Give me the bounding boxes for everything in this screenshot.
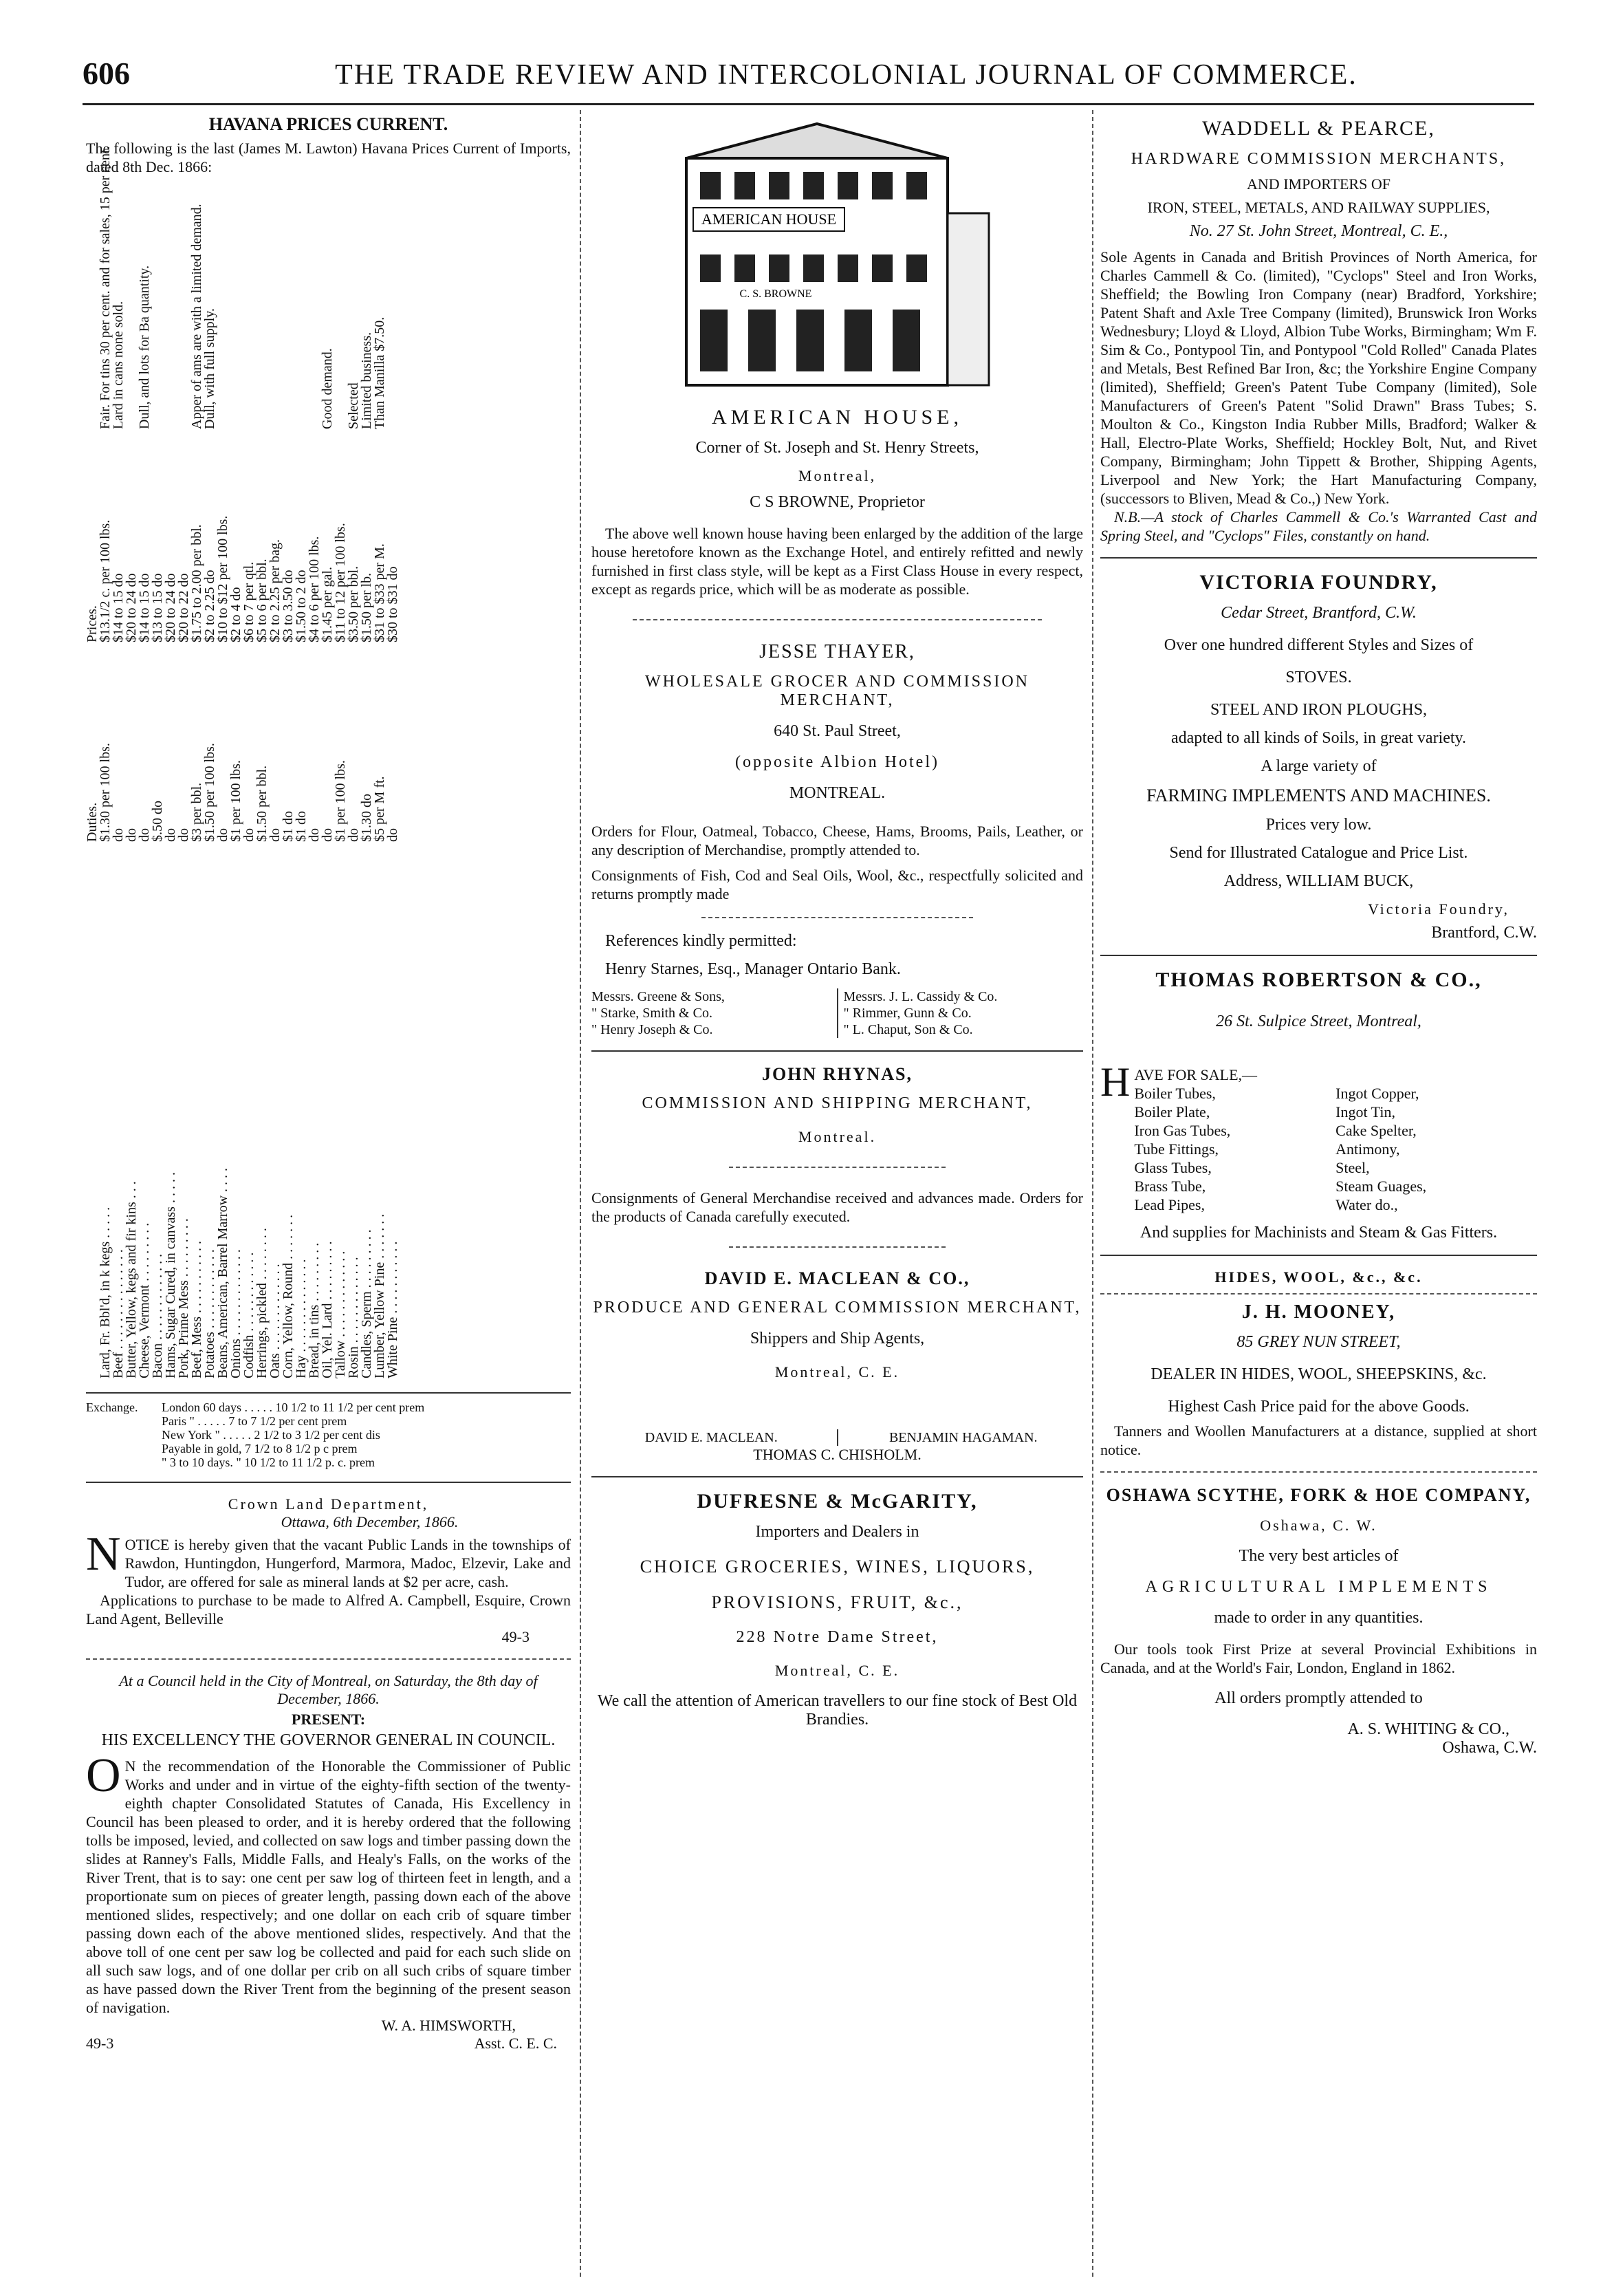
havana-item-dots [151, 842, 164, 952]
jesse-thayer-street: 640 St. Paul Street, [774, 722, 901, 740]
havana-item-price: $11 to 12 per 100 lbs. [333, 523, 348, 642]
havana-item-dots [217, 842, 230, 952]
havana-header-dots [86, 842, 99, 952]
havana-item-duty: do [111, 828, 126, 842]
victoria-title: VICTORIA FOUNDRY, [1199, 571, 1438, 594]
separator [86, 1482, 571, 1483]
separator [86, 1658, 571, 1660]
waddell-line2: AND IMPORTERS OF [1247, 175, 1391, 193]
mooney-line2: Highest Cash Price paid for the above Goods. [1168, 1398, 1470, 1416]
dufresne-street: 228 Notre Dame Street, [736, 1628, 939, 1646]
havana-row [138, 182, 151, 1378]
havana-row [295, 182, 308, 1378]
havana-item-duty: do [320, 828, 335, 842]
robertson-items [1134, 1084, 1537, 1214]
havana-item-name: Rosin . . . . . . . . . . . . . [346, 1257, 361, 1378]
havana-item-dots [321, 842, 334, 952]
jesse-thayer-orders: Orders for Flour, Oatmeal, Tobacco, Cheese, Hams, Brooms, Pails, Leather, or any description of Merchandise, promptly attended to. [591, 823, 1083, 858]
dufresne-title: DUFRESNE & McGARITY, [697, 1490, 978, 1513]
havana-item-name: Hams, Sugar Cured, in canvass . . . . . [163, 1172, 178, 1378]
stock-item: Water do., [1335, 1196, 1398, 1213]
page-number: 606 [83, 56, 130, 91]
dufresne-line1: Importers and Dealers in [755, 1523, 919, 1541]
column-divider-1 [580, 110, 581, 2277]
jesse-thayer-city: MONTREAL. [789, 784, 886, 802]
havana-item-name: Cheese, Vermont . . . . . . . . . [137, 1222, 152, 1378]
havana-item-remark [217, 182, 230, 429]
havana-item-duty: $5 per M ft. [372, 776, 387, 842]
havana-item-name: Candles, Sperm . . . . . . . . . [359, 1229, 374, 1378]
havana-row [334, 182, 347, 1378]
havana-item-duty: $3 per bbl. [189, 782, 204, 842]
stock-item: Lead Pipes, [1134, 1196, 1205, 1213]
havana-item-price: $6 to 7 per qtl. [241, 561, 257, 642]
havana-item-name: Beef . . . . . . . . . . . . . . . [111, 1249, 126, 1378]
exchange-line: " 3 to 10 days. " 10 1/2 to 11 1/2 p. c. prem [162, 1455, 375, 1469]
havana-item-duty: do [241, 828, 257, 842]
waddell-line1: HARDWARE COMMISSION MERCHANTS, [1131, 150, 1507, 168]
victoria-line7: Prices very low. [1265, 816, 1372, 834]
page-header [83, 55, 1534, 96]
robertson-address: 26 St. Sulpice Street, Montreal, [1216, 1012, 1421, 1030]
column-divider-2 [1092, 110, 1093, 2277]
dufresne-city: Montreal, C. E. [774, 1662, 900, 1679]
havana-row [230, 182, 243, 1378]
havana-item-remark: Than Manilla $7.50. [372, 316, 387, 429]
waddell-address: No. 27 St. John Street, Montreal, C. E., [1189, 222, 1448, 240]
havana-item-duty: do [176, 828, 191, 842]
waddell-body: Sole Agents in Canada and British Provinces of North America, for Charles Cammell & Co. (limited), "Cyclops" Steel and Iron Works, Sheffield; the Bowling Iron Company (near) Bradford, Yorkshire; Patent Shaft and Axle Tree Company (limited), Brunswick Iron Works Wednesbury; Lloyd & Lloyd, Albion Tube Works, Birmingham; Wm F. Sim & Co., Pontypool Tin, and Pontypool "Cold Rolled" Canada Plates and Metals, Best Refined Bar Iron, &c; the Yorkshire Engine Company (limited), Sheffield; Green's Patent Tube Company (limited), Sole Manufacturers of Green's Patent "Solid Drawn" Brass Tubes; S. Moulton & Co., Kingston India Rubber Mills, Bradford; Walker & Hall, Electro-Plate Works, Sheffield; Hockley Bolt, Nut, and Rivet Company, Birmingham; John Tippett & Brother, Shipping Agents, Liverpool and New York; the Hart Manufacturing Company, (successors to Bliven, Mead & Co.,) New York. [1100, 248, 1537, 507]
havana-item-name: Potatoes . . . . . . . . . . . . [202, 1249, 217, 1378]
reference-item: " Henry Joseph & Co. [591, 1022, 713, 1037]
maclean-title: DAVID E. MACLEAN & CO., [704, 1268, 970, 1288]
havana-item-dots [282, 842, 295, 952]
havana-item-dots [243, 842, 256, 952]
dropcap-h: H [1100, 1059, 1131, 1105]
havana-item-dots [177, 842, 190, 952]
havana-item-duty: $1 do [294, 811, 309, 842]
havana-item-name: Beef, Mess . . . . . . . . . . . [189, 1241, 204, 1378]
exchange-line: Payable in gold, 7 1/2 to 8 1/2 p c prem [162, 1442, 358, 1455]
havana-item-duty: $1.30 per 100 lbs. [98, 743, 113, 842]
havana-item-dots [386, 842, 400, 952]
jesse-thayer-refs-heading: References kindly permitted: [605, 932, 797, 950]
victoria-line8: Send for Illustrated Catalogue and Price List. [1169, 844, 1468, 862]
havana-item-remark [230, 182, 243, 429]
exchange-block [86, 1400, 571, 1469]
stock-item: Brass Tube, [1134, 1178, 1206, 1195]
havana-item-price: $1.45 per gal. [320, 567, 335, 642]
american-house-engraving [679, 117, 996, 392]
havana-item-duty: do [346, 828, 361, 842]
council-body-text: N the recommendation of the Honorable the Commissioner of Public Works and under and in virtue of the eighty-fifth section of the twenty-eighth chapter Consolidated Statutes of Canada, His Excellency in Council has been pleased to order, and it is hereby ordered that the following tolls be imposed, levied, and collected on saw logs and timber passing down the slides at Ranney's Falls, Middle Falls, and Healy's Falls, on the works of the River Trent, that is to say: one cent per saw log of thirteen feet in length, and a proportionate sum on pieces of greater length, passing down each of the above mentioned slides, respectively; and one dollar on each crib of square timber passing down each of the above mentioned slides, respectively. And that the above toll of one cent per saw log be collected and paid for each such slide on all such saw logs, and of one dollar per crib on all such cribs of square timber as have passed down the River Trent from the beginning of the present season of navigation. [86, 1757, 571, 2016]
stock-item: Steel, [1335, 1159, 1370, 1176]
masthead-title: THE TRADE REVIEW AND INTERCOLONIAL JOURNAL OF COMMERCE. [335, 59, 1357, 91]
victoria-line5: A large variety of [1261, 757, 1377, 775]
separator [633, 619, 1042, 620]
council-signer-title: Asst. C. E. C. [474, 2035, 557, 2052]
havana-item-name: Oil, Yel. Lard . . . . . . . . . [320, 1241, 335, 1378]
jesse-thayer-title: JESSE THAYER, [759, 641, 915, 662]
mooney-address: 85 GREY NUN STREET, [1236, 1333, 1401, 1351]
havana-item-price: $2 to 2.25 per bag. [268, 539, 283, 642]
header-rule [83, 103, 1534, 105]
oshawa-line4: Our tools took First Prize at several Provincial Exhibitions in Canada, and at the World's Fair, London, England in 1862. [1100, 1640, 1537, 1676]
victoria-line6: FARMING IMPLEMENTS AND MACHINES. [1146, 786, 1491, 805]
havana-item-remark: Limited business. [359, 332, 374, 429]
victoria-address: Cedar Street, Brantford, C.W. [1221, 604, 1417, 622]
havana-item-duty: $1 do [281, 811, 296, 842]
reference-item: " Starke, Smith & Co. [591, 1006, 712, 1021]
havana-item-name: Herrings, pickled . . . . . . . . [254, 1228, 270, 1378]
havana-item-price: $3 to 3.50 do [281, 570, 296, 642]
havana-item-remark [386, 182, 400, 429]
havana-item-dots [164, 842, 177, 952]
victoria-line9: Address, WILLIAM BUCK, [1223, 872, 1414, 890]
robertson-title: THOMAS ROBERTSON & CO., [1155, 968, 1482, 991]
havana-item-dots [99, 842, 112, 952]
havana-item-remark: Dull, with full supply. [202, 308, 217, 429]
havana-item-dots [334, 842, 347, 952]
reference-item: " L. Chaput, Son & Co. [843, 1022, 973, 1037]
maclean-line2: Shippers and Ship Agents, [750, 1330, 925, 1347]
stock-item: Boiler Plate, [1134, 1103, 1210, 1120]
havana-item-name: Onions . . . . . . . . . . . . . [228, 1249, 243, 1378]
havana-intro: The following is the last (James M. Lawton) Havana Prices Current of Imports, dated 8th Dec. 1866: [86, 140, 571, 175]
stock-item: Cake Spelter, [1335, 1122, 1417, 1139]
havana-row [269, 182, 282, 1378]
mooney-line3: Tanners and Woollen Manufacturers at a distance, supplied at short notice. [1100, 1422, 1537, 1458]
havana-item-dots [190, 842, 204, 952]
exchange-lines [162, 1400, 424, 1469]
mooney-title: J. H. MOONEY, [1241, 1301, 1396, 1323]
oshawa-city: Oshawa, C. W. [1260, 1517, 1377, 1534]
havana-item-duty: do [137, 828, 152, 842]
oshawa-line3: made to order in any quantities. [1214, 1609, 1424, 1627]
havana-item-price: $14 to 15 do [111, 573, 126, 642]
havana-item-remark: Selected [346, 382, 361, 429]
exchange-line: London 60 days . . . . . 10 1/2 to 11 1/2 per cent prem [162, 1400, 425, 1414]
crown-land-ref: 49-3 [501, 1628, 530, 1645]
havana-item-name: Tallow . . . . . . . . . . . . . [333, 1250, 348, 1378]
havana-item-price: $1.75 to 2.00 per bbl. [189, 524, 204, 642]
havana-item-price: $20 to 24 do [124, 573, 139, 642]
robertson-items-left [1134, 1084, 1335, 1214]
havana-item-price: $1.50 to 2 do [294, 570, 309, 642]
havana-item-dots [347, 842, 360, 952]
havana-item-duty: do [215, 828, 230, 842]
column-right [1100, 110, 1537, 2284]
refs-left [591, 988, 831, 1038]
havana-item-duty: $1.50 per bbl. [254, 765, 270, 842]
dufresne-body: We call the attention of American travellers to our fine stock of Best Old Brandies. [597, 1692, 1078, 1729]
havana-header-duties: Duties. [85, 802, 100, 842]
havana-item-remark [282, 182, 295, 429]
dropcap-o: O [86, 1749, 121, 1802]
havana-item-price: $2 to 2.25 do [202, 570, 217, 642]
havana-item-price: $13.1/2 c. per 100 lbs. [98, 519, 113, 642]
crown-land-dept: Crown Land Department, [228, 1495, 429, 1513]
oshawa-line1: The very best articles of [1239, 1547, 1399, 1565]
mooney-line1: DEALER IN HIDES, WOOL, SHEEPSKINS, &c. [1151, 1365, 1487, 1383]
stock-item: Iron Gas Tubes, [1134, 1122, 1231, 1139]
havana-item-name: Lard, Fr. Bbl'd, in k kegs . . . . . [98, 1206, 113, 1378]
american-house-title: AMERICAN HOUSE, [711, 406, 963, 429]
havana-item-remark [269, 182, 282, 429]
reference-item: " Rimmer, Gunn & Co. [843, 1006, 972, 1021]
havana-item-duty: do [385, 828, 400, 842]
havana-row [256, 182, 269, 1378]
victoria-line2: STOVES. [1285, 669, 1352, 686]
havana-item-duty: $1 per 100 lbs. [333, 760, 348, 842]
stock-item: Boiler Tubes, [1134, 1085, 1216, 1102]
jesse-thayer-ref-main: Henry Starnes, Esq., Manager Ontario Bank. [605, 960, 901, 978]
maclean-partner3: THOMAS C. CHISHOLM. [753, 1446, 922, 1463]
havana-item-remark [295, 182, 308, 429]
american-house-proprietor: C S BROWNE, Proprietor [750, 493, 925, 511]
separator [1100, 1293, 1537, 1295]
havana-item-duty: $1 per 100 lbs. [228, 760, 243, 842]
jesse-thayer-line1: WHOLESALE GROCER AND COMMISSION MERCHANT, [644, 673, 1030, 709]
havana-item-name: Bread, in tins . . . . . . . . . [307, 1242, 322, 1378]
council-body [86, 1749, 571, 2017]
mooney-heading: HIDES, WOOL, &c., &c. [1214, 1268, 1423, 1286]
havana-item-dots [125, 842, 138, 952]
crown-land-notice-text: OTICE is hereby given that the vacant Public Lands in the townships of Rawdon, Huntingdon, Hungerford, Marmora, Madoc, Elzevir, Lake and Tudor, are offered for sale as mineral lands at $2 per acre, cash. [124, 1536, 571, 1590]
robertson-have-text: AVE FOR SALE,— [1134, 1066, 1258, 1083]
maclean-partners [591, 1429, 1083, 1446]
havana-item-dots [230, 842, 243, 952]
havana-row [386, 182, 400, 1378]
waddell-title: WADDELL & PEARCE, [1202, 117, 1435, 140]
havana-item-duty: do [124, 828, 139, 842]
havana-item-price: $20 to 22 do [176, 573, 191, 642]
partners-divider [837, 1429, 838, 1446]
separator [701, 917, 973, 918]
havana-item-name: White Pine . . . . . . . . . . . [385, 1241, 400, 1378]
havana-item-remark: Apper of ams are with a limited demand. [189, 204, 204, 429]
havana-item-price: $2 to 4 do [228, 587, 243, 642]
havana-item-remark [256, 182, 269, 429]
council-signer: W. A. HIMSWORTH, [381, 2017, 516, 2034]
separator [1100, 1471, 1537, 1473]
havana-item-duty: $1.30 do [359, 794, 374, 842]
john-rhynas-line1: COMMISSION AND SHIPPING MERCHANT, [642, 1094, 1033, 1112]
havana-item-remark [164, 182, 177, 429]
reference-item: Messrs. J. L. Cassidy & Co. [843, 989, 998, 1004]
oshawa-line5: All orders promptly attended to [1214, 1689, 1423, 1707]
council-heading: At a Council held in the City of Montreal, on Saturday, the 8th day of December, 1866. [119, 1672, 538, 1707]
havana-item-duty: do [307, 828, 322, 842]
stock-item: Ingot Tin, [1335, 1103, 1395, 1120]
havana-item-duty: $.50 do [150, 801, 165, 842]
oshawa-sign2: Oshawa, C.W. [1442, 1739, 1537, 1757]
havana-item-duty: $1.50 per 100 lbs. [202, 743, 217, 842]
havana-header-prices: Prices. [85, 605, 100, 642]
havana-item-remark: Fair. For tins 30 per cent. and for sales, 15 per cent. [98, 146, 113, 429]
havana-item-price: $5 to 6 per bbl. [254, 559, 270, 642]
separator [729, 1167, 946, 1168]
separator [1100, 1255, 1537, 1256]
council-ref: 49-3 [86, 2035, 114, 2052]
havana-item-name: Oats . . . . . . . . . . . . . [268, 1264, 283, 1378]
council-excellency: HIS EXCELLENCY THE GOVERNOR GENERAL IN COUNCIL. [101, 1731, 556, 1749]
havana-item-dots [373, 842, 386, 952]
council-present: PRESENT: [291, 1711, 366, 1728]
victoria-line10: Victoria Foundry, [1368, 900, 1509, 918]
stock-item: Antimony, [1335, 1140, 1400, 1158]
jesse-thayer-opposite: (opposite Albion Hotel) [735, 753, 939, 771]
havana-item-price: $3.50 per bbl. [346, 565, 361, 642]
havana-item-price: $1.50 per lb. [359, 572, 374, 642]
separator [729, 1246, 946, 1248]
reference-item: Messrs. Greene & Sons, [591, 989, 725, 1004]
john-rhynas-city: Montreal. [798, 1128, 877, 1145]
stock-item: Glass Tubes, [1134, 1159, 1212, 1176]
exchange-line: New York " . . . . . 2 1/2 to 3 1/2 per cent dis [162, 1428, 380, 1442]
american-house-body: The above well known house having been enlarged by the addition of the large house heretofore known as the Exchange Hotel, and entirely refitted and newly furnished in first class style, will be kept as a First Class House in every respect, except as regards price, which will be as moderate as possible. [591, 525, 1083, 598]
engraving-sign-american-house: AMERICAN HOUSE [701, 210, 836, 228]
robertson-items-right [1335, 1084, 1537, 1214]
havana-item-name: Corn, Yellow, Round . . . . . . . [281, 1214, 296, 1378]
havana-item-price: $20 to 24 do [163, 573, 178, 642]
refs-divider [837, 988, 838, 1038]
oshawa-line2: AGRICULTURAL IMPLEMENTS [1145, 1578, 1492, 1596]
havana-item-remark: Lard in cans none sold. [111, 301, 126, 429]
havana-item-duty: do [163, 828, 178, 842]
havana-item-name: Butter, Yellow, kegs and fir kins . . . [124, 1181, 139, 1378]
havana-item-dots [295, 842, 308, 952]
john-rhynas-title: JOHN RHYNAS, [761, 1064, 913, 1084]
oshawa-sign1: A. S. WHITING & CO., [1347, 1720, 1509, 1738]
engraving-sign-browne: C. S. BROWNE [739, 288, 811, 300]
american-house-city: Montreal, [798, 467, 877, 484]
maclean-partner2: BENJAMIN HAGAMAN. [888, 1430, 1038, 1445]
havana-item-price: $4 to 6 per 100 lbs. [307, 536, 322, 642]
dufresne-line2: CHOICE GROCERIES, WINES, LIQUORS, [640, 1557, 1035, 1577]
havana-item-dots [204, 842, 217, 952]
havana-item-remark: Dull, and lots for Ba quantity. [137, 265, 152, 429]
havana-item-name: Lumber, Yellow Pine . . . . . . . [372, 1213, 387, 1378]
havana-item-dots [256, 842, 269, 952]
stock-item: Steam Guages, [1335, 1178, 1427, 1195]
john-rhynas-body: Consignments of General Merchandise received and advances made. Orders for the products of Canada carefully executed. [591, 1189, 1083, 1225]
havana-row [373, 182, 386, 1378]
havana-item-dots [138, 842, 151, 952]
victoria-line3: STEEL AND IRON PLOUGHS, [1210, 701, 1428, 719]
waddell-nb: N.B.—A stock of Charles Cammell & Co.'s Warranted Cast and Spring Steel, and "Cyclops" Files, constantly on hand. [1100, 508, 1537, 544]
havana-item-price: $30 to $31 do [385, 566, 400, 642]
havana-item-price: $10 to $12 per 100 lbs. [215, 515, 230, 642]
havana-item-name: Bacon . . . . . . . . . . . . . [150, 1253, 165, 1378]
havana-item-dots [360, 842, 373, 952]
separator [1100, 955, 1537, 956]
crown-land-applications: Applications to purchase to be made to Alfred A. Campbell, Esquire, Crown Land Agent, Belleville [86, 1592, 571, 1627]
havana-item-name: Codfish . . . . . . . . . . . . [241, 1252, 257, 1378]
havana-item-name: Hay . . . . . . . . . . . . . . [294, 1259, 309, 1378]
crown-land-place-date: Ottawa, 6th December, 1866. [281, 1513, 459, 1530]
havana-item-duty: do [268, 828, 283, 842]
jesse-thayer-refs [591, 988, 1083, 1038]
crown-land-notice [86, 1528, 571, 1591]
separator [591, 1476, 1083, 1477]
refs-right [844, 988, 1084, 1038]
victoria-line11: Brantford, C.W. [1431, 924, 1537, 942]
exchange-label: Exchange. [86, 1400, 138, 1414]
column-middle [591, 110, 1083, 2284]
oshawa-title: OSHAWA SCYTHE, FORK & HOE COMPANY, [1106, 1485, 1531, 1505]
havana-item-remark [243, 182, 256, 429]
havana-row [164, 182, 177, 1378]
havana-item-remark: Good demand. [320, 348, 335, 429]
maclean-city: Montreal, C. E. [774, 1363, 900, 1380]
robertson-footer: And supplies for Machinists and Steam & Gas Fitters. [1139, 1224, 1498, 1242]
stock-item: Tube Fittings, [1134, 1140, 1219, 1158]
stock-item: Ingot Copper, [1335, 1085, 1419, 1102]
havana-row [282, 182, 295, 1378]
havana-item-name: Beans, American, Barrel Marrow . . . . [215, 1167, 230, 1378]
havana-item-price: $31 to $33 per M. [372, 543, 387, 642]
havana-item-dots [308, 842, 321, 952]
havana-item-dots [269, 842, 282, 952]
havana-title: HAVANA PRICES CURRENT. [208, 114, 448, 134]
victoria-line4: adapted to all kinds of Soils, in great variety. [1170, 729, 1466, 747]
column-left [86, 110, 571, 2284]
havana-item-price: $13 to 15 do [150, 573, 165, 642]
maclean-line1: PRODUCE AND GENERAL COMMISSION MERCHANT, [593, 1299, 1082, 1317]
jesse-thayer-consign: Consignments of Fish, Cod and Seal Oils, Wool, &c., respectfully solicited and returns promptly made [591, 867, 1083, 902]
separator [591, 1050, 1083, 1052]
havana-item-price: $14 to 15 do [137, 573, 152, 642]
council-footer [86, 2035, 571, 2053]
havana-item-dots [112, 842, 125, 952]
dropcap-n: N [86, 1528, 121, 1581]
exchange-line: Paris " . . . . . 7 to 7 1/2 per cent prem [162, 1414, 347, 1428]
victoria-line1: Over one hundred different Styles and Sizes of [1164, 636, 1474, 654]
separator [1100, 557, 1537, 559]
havana-item-remark [151, 182, 164, 429]
havana-item-name: Pork, Prime Mess . . . . . . . . . [176, 1218, 191, 1378]
american-house-address: Corner of St. Joseph and St. Henry Streets, [695, 439, 979, 457]
maclean-partner1: DAVID E. MACLEAN. [644, 1430, 778, 1445]
waddell-line3: IRON, STEEL, METALS, AND RAILWAY SUPPLIES, [1147, 199, 1490, 216]
dufresne-line3: PROVISIONS, FRUIT, &c., [711, 1592, 963, 1612]
